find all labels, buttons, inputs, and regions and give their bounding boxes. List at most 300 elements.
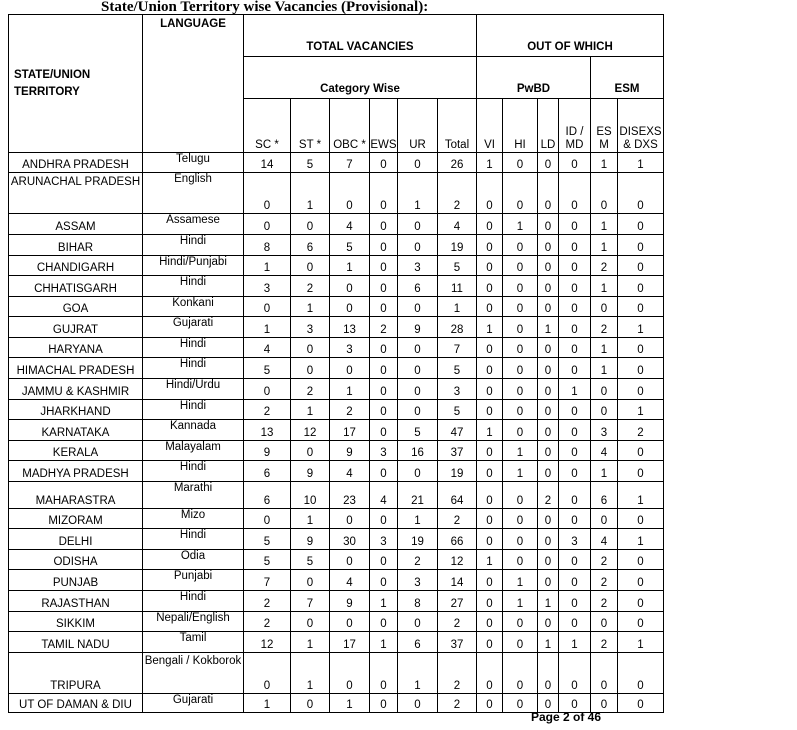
vacancy-count: 0 xyxy=(618,570,664,591)
vacancy-count: 1 xyxy=(591,153,618,173)
vacancy-count: 0 xyxy=(398,235,438,256)
vacancy-count: 0 xyxy=(503,338,538,358)
vacancy-count: 0 xyxy=(618,358,664,379)
vacancy-count: 0 xyxy=(503,653,538,694)
vacancy-count: 1 xyxy=(591,276,618,297)
vacancy-count: 1 xyxy=(398,509,438,529)
vacancy-count: 0 xyxy=(538,441,559,461)
vacancy-count: 1 xyxy=(291,653,330,694)
vacancy-count: 19 xyxy=(438,235,477,256)
language-name: Hindi/Urdu xyxy=(143,379,244,400)
vacancy-count: 5 xyxy=(291,550,330,570)
vacancy-count: 0 xyxy=(477,694,503,713)
vacancy-count: 0 xyxy=(559,441,591,461)
vacancy-count: 0 xyxy=(538,214,559,235)
vacancy-count: 1 xyxy=(591,461,618,482)
vacancy-count: 0 xyxy=(477,482,503,509)
vacancy-count: 0 xyxy=(503,358,538,379)
vacancy-count: 0 xyxy=(503,550,538,570)
vacancy-count: 1 xyxy=(618,632,664,653)
vacancy-count: 1 xyxy=(291,297,330,317)
state-name: JHARKHAND xyxy=(9,400,143,420)
column-header: EWS xyxy=(370,99,398,153)
language-name: Gujarati xyxy=(143,317,244,338)
vacancy-count: 0 xyxy=(503,612,538,632)
vacancy-count: 0 xyxy=(538,509,559,529)
vacancy-count: 4 xyxy=(438,214,477,235)
vacancy-count: 0 xyxy=(503,400,538,420)
vacancy-count: 1 xyxy=(503,461,538,482)
state-name: BIHAR xyxy=(9,235,143,256)
vacancy-count: 0 xyxy=(503,297,538,317)
vacancy-count: 0 xyxy=(477,173,503,214)
category-wise-header: Category Wise xyxy=(244,57,477,99)
vacancy-count: 2 xyxy=(398,550,438,570)
vacancy-count: 4 xyxy=(244,338,291,358)
table-row xyxy=(9,441,664,461)
language-name: Marathi xyxy=(143,482,244,509)
vacancy-count: 5 xyxy=(244,358,291,379)
state-name: ODISHA xyxy=(9,550,143,570)
table-row xyxy=(9,256,664,276)
vacancy-count: 6 xyxy=(291,235,330,256)
vacancy-count: 0 xyxy=(370,214,398,235)
vacancy-count: 4 xyxy=(591,529,618,550)
table-row xyxy=(9,529,664,550)
table-row xyxy=(9,461,664,482)
vacancy-count: 14 xyxy=(244,153,291,173)
vacancy-count: 2 xyxy=(244,591,291,612)
vacancy-count: 1 xyxy=(503,214,538,235)
vacancy-count: 0 xyxy=(538,297,559,317)
vacancy-count: 8 xyxy=(398,591,438,612)
vacancy-count: 0 xyxy=(370,653,398,694)
vacancy-count: 0 xyxy=(330,297,370,317)
vacancy-count: 0 xyxy=(591,173,618,214)
vacancy-count: 0 xyxy=(538,358,559,379)
vacancy-count: 7 xyxy=(291,591,330,612)
vacancy-count: 0 xyxy=(559,482,591,509)
vacancy-count: 1 xyxy=(618,400,664,420)
vacancy-count: 0 xyxy=(538,550,559,570)
vacancy-count: 0 xyxy=(398,400,438,420)
vacancy-count: 1 xyxy=(244,317,291,338)
vacancy-count: 5 xyxy=(438,256,477,276)
vacancy-count: 0 xyxy=(477,358,503,379)
vacancy-count: 14 xyxy=(438,570,477,591)
vacancy-count: 0 xyxy=(503,509,538,529)
vacancy-count: 1 xyxy=(618,153,664,173)
vacancies-table xyxy=(8,14,664,713)
table-row xyxy=(9,591,664,612)
language-name: Nepali/English xyxy=(143,612,244,632)
vacancy-count: 0 xyxy=(398,153,438,173)
language-name: Punjabi xyxy=(143,570,244,591)
table-row xyxy=(9,509,664,529)
vacancy-count: 0 xyxy=(559,550,591,570)
vacancy-count: 4 xyxy=(330,570,370,591)
vacancy-count: 0 xyxy=(503,317,538,338)
vacancy-count: 3 xyxy=(398,570,438,591)
vacancy-count: 0 xyxy=(618,276,664,297)
vacancy-count: 1 xyxy=(398,173,438,214)
out-of-which-header: OUT OF WHICH xyxy=(477,15,664,57)
vacancy-count: 28 xyxy=(438,317,477,338)
vacancy-count: 0 xyxy=(291,694,330,713)
state-name: TAMIL NADU xyxy=(9,632,143,653)
vacancy-count: 0 xyxy=(618,379,664,400)
state-header: STATE/UNION TERRITORY xyxy=(9,15,143,153)
vacancy-count: 0 xyxy=(538,694,559,713)
vacancy-count: 6 xyxy=(244,461,291,482)
vacancy-count: 0 xyxy=(370,276,398,297)
vacancy-count: 0 xyxy=(477,591,503,612)
vacancy-count: 0 xyxy=(330,173,370,214)
vacancy-count: 0 xyxy=(398,358,438,379)
state-name: CHANDIGARH xyxy=(9,256,143,276)
vacancy-count: 5 xyxy=(330,235,370,256)
pwbd-header: PwBD xyxy=(477,57,591,99)
total-vacancies-header: TOTAL VACANCIES xyxy=(244,15,477,57)
vacancy-count: 0 xyxy=(538,570,559,591)
vacancy-count: 2 xyxy=(244,400,291,420)
state-name: KARNATAKA xyxy=(9,420,143,441)
vacancy-count: 9 xyxy=(291,529,330,550)
vacancy-count: 1 xyxy=(477,153,503,173)
vacancy-count: 0 xyxy=(559,358,591,379)
vacancy-count: 16 xyxy=(398,441,438,461)
table-row xyxy=(9,338,664,358)
vacancy-count: 0 xyxy=(477,400,503,420)
vacancy-count: 1 xyxy=(591,358,618,379)
vacancy-count: 0 xyxy=(503,420,538,441)
vacancy-count: 23 xyxy=(330,482,370,509)
vacancy-count: 6 xyxy=(398,632,438,653)
vacancy-count: 0 xyxy=(477,632,503,653)
vacancy-count: 0 xyxy=(370,509,398,529)
vacancy-count: 1 xyxy=(244,256,291,276)
vacancy-count: 0 xyxy=(291,358,330,379)
vacancy-count: 0 xyxy=(477,379,503,400)
vacancy-count: 0 xyxy=(618,173,664,214)
vacancy-count: 0 xyxy=(618,235,664,256)
vacancy-count: 0 xyxy=(559,153,591,173)
vacancy-count: 1 xyxy=(330,379,370,400)
state-name: PUNJAB xyxy=(9,570,143,591)
table-row xyxy=(9,420,664,441)
vacancy-count: 0 xyxy=(559,317,591,338)
vacancy-count: 6 xyxy=(591,482,618,509)
language-name: Hindi xyxy=(143,358,244,379)
vacancy-count: 2 xyxy=(618,420,664,441)
vacancy-count: 1 xyxy=(477,550,503,570)
table-row xyxy=(9,632,664,653)
vacancy-count: 0 xyxy=(398,612,438,632)
vacancy-count: 3 xyxy=(370,441,398,461)
vacancy-count: 0 xyxy=(559,338,591,358)
vacancy-count: 0 xyxy=(398,214,438,235)
vacancy-count: 1 xyxy=(438,297,477,317)
vacancy-count: 0 xyxy=(244,297,291,317)
table-row xyxy=(9,482,664,509)
vacancy-count: 0 xyxy=(618,591,664,612)
language-name: Bengali / Kokborok xyxy=(143,653,244,694)
vacancy-count: 0 xyxy=(618,441,664,461)
vacancy-count: 0 xyxy=(618,461,664,482)
vacancy-count: 3 xyxy=(244,276,291,297)
vacancy-count: 2 xyxy=(591,550,618,570)
vacancy-count: 0 xyxy=(559,297,591,317)
vacancy-count: 0 xyxy=(370,338,398,358)
column-header: OBC * xyxy=(330,99,370,153)
column-header: DISEXS & DXS xyxy=(618,99,664,153)
vacancy-count: 0 xyxy=(591,612,618,632)
vacancy-count: 3 xyxy=(370,529,398,550)
vacancy-count: 0 xyxy=(370,235,398,256)
vacancy-count: 0 xyxy=(370,612,398,632)
vacancy-count: 0 xyxy=(244,653,291,694)
vacancy-count: 37 xyxy=(438,632,477,653)
vacancy-count: 12 xyxy=(438,550,477,570)
vacancy-count: 5 xyxy=(438,400,477,420)
state-name: SIKKIM xyxy=(9,612,143,632)
vacancy-count: 2 xyxy=(591,632,618,653)
vacancy-count: 0 xyxy=(330,358,370,379)
vacancy-count: 0 xyxy=(559,420,591,441)
vacancy-count: 2 xyxy=(370,317,398,338)
vacancy-count: 10 xyxy=(291,482,330,509)
vacancy-count: 0 xyxy=(538,653,559,694)
column-header: SC * xyxy=(244,99,291,153)
vacancy-count: 0 xyxy=(244,214,291,235)
vacancy-count: 0 xyxy=(503,256,538,276)
vacancy-count: 0 xyxy=(538,338,559,358)
vacancy-count: 1 xyxy=(618,317,664,338)
vacancy-count: 3 xyxy=(291,317,330,338)
vacancy-count: 0 xyxy=(591,400,618,420)
language-name: Mizo xyxy=(143,509,244,529)
vacancy-count: 0 xyxy=(618,653,664,694)
vacancy-count: 0 xyxy=(477,653,503,694)
language-name: Hindi xyxy=(143,276,244,297)
column-header: LD xyxy=(538,99,559,153)
table-row xyxy=(9,400,664,420)
vacancy-count: 2 xyxy=(591,256,618,276)
vacancy-count: 1 xyxy=(291,509,330,529)
language-name: Tamil xyxy=(143,632,244,653)
vacancy-count: 30 xyxy=(330,529,370,550)
vacancy-count: 0 xyxy=(370,297,398,317)
language-header: LANGUAGE xyxy=(143,15,244,153)
state-name: KERALA xyxy=(9,441,143,461)
vacancy-count: 0 xyxy=(559,173,591,214)
vacancy-count: 0 xyxy=(477,529,503,550)
vacancy-count: 4 xyxy=(330,461,370,482)
vacancy-count: 0 xyxy=(398,379,438,400)
vacancy-count: 1 xyxy=(330,256,370,276)
vacancy-count: 0 xyxy=(291,441,330,461)
vacancy-count: 0 xyxy=(538,612,559,632)
vacancy-count: 4 xyxy=(370,482,398,509)
vacancy-count: 9 xyxy=(244,441,291,461)
state-name: JAMMU & KASHMIR xyxy=(9,379,143,400)
vacancy-count: 0 xyxy=(477,461,503,482)
vacancy-count: 1 xyxy=(538,591,559,612)
vacancy-count: 0 xyxy=(370,420,398,441)
vacancy-count: 0 xyxy=(538,153,559,173)
vacancy-count: 2 xyxy=(591,591,618,612)
vacancy-count: 0 xyxy=(538,276,559,297)
table-row xyxy=(9,550,664,570)
vacancy-count: 9 xyxy=(398,317,438,338)
vacancy-count: 0 xyxy=(291,570,330,591)
table-row xyxy=(9,379,664,400)
vacancy-count: 13 xyxy=(244,420,291,441)
vacancy-count: 1 xyxy=(477,420,503,441)
vacancy-count: 1 xyxy=(618,482,664,509)
vacancy-count: 47 xyxy=(438,420,477,441)
vacancy-count: 0 xyxy=(370,694,398,713)
vacancy-count: 0 xyxy=(559,509,591,529)
table-row xyxy=(9,358,664,379)
vacancy-count: 2 xyxy=(244,612,291,632)
vacancy-count: 1 xyxy=(538,632,559,653)
language-name: Hindi xyxy=(143,461,244,482)
state-name: ASSAM xyxy=(9,214,143,235)
vacancy-count: 1 xyxy=(503,591,538,612)
vacancy-count: 3 xyxy=(398,256,438,276)
vacancy-count: 7 xyxy=(438,338,477,358)
vacancy-count: 0 xyxy=(538,461,559,482)
vacancy-count: 13 xyxy=(330,317,370,338)
language-name: Malayalam xyxy=(143,441,244,461)
state-name: MADHYA PRADESH xyxy=(9,461,143,482)
vacancy-count: 26 xyxy=(438,153,477,173)
vacancy-count: 0 xyxy=(291,338,330,358)
vacancy-count: 7 xyxy=(330,153,370,173)
vacancy-count: 3 xyxy=(330,338,370,358)
vacancy-count: 21 xyxy=(398,482,438,509)
vacancy-count: 0 xyxy=(503,153,538,173)
vacancy-count: 2 xyxy=(438,653,477,694)
vacancy-count: 17 xyxy=(330,632,370,653)
table-row xyxy=(9,653,664,694)
vacancy-count: 0 xyxy=(370,550,398,570)
table-row xyxy=(9,173,664,214)
vacancy-count: 0 xyxy=(559,256,591,276)
vacancy-count: 0 xyxy=(477,235,503,256)
vacancy-count: 0 xyxy=(477,297,503,317)
vacancy-count: 0 xyxy=(591,379,618,400)
vacancy-count: 17 xyxy=(330,420,370,441)
vacancy-count: 0 xyxy=(330,612,370,632)
vacancy-count: 9 xyxy=(330,591,370,612)
vacancy-count: 1 xyxy=(591,338,618,358)
table-row xyxy=(9,317,664,338)
vacancy-count: 0 xyxy=(477,214,503,235)
vacancy-count: 0 xyxy=(330,653,370,694)
state-name: CHHATISGARH xyxy=(9,276,143,297)
vacancy-count: 0 xyxy=(559,653,591,694)
column-header: ES M xyxy=(591,99,618,153)
vacancy-count: 1 xyxy=(398,653,438,694)
page-title: State/Union Territory wise Vacancies (Provisional): xyxy=(101,0,429,15)
column-header: ST * xyxy=(291,99,330,153)
vacancy-count: 0 xyxy=(370,358,398,379)
vacancy-count: 0 xyxy=(330,509,370,529)
vacancy-count: 1 xyxy=(503,441,538,461)
table-row xyxy=(9,612,664,632)
vacancy-count: 0 xyxy=(291,256,330,276)
language-name: Kannada xyxy=(143,420,244,441)
vacancy-count: 0 xyxy=(370,570,398,591)
vacancy-count: 0 xyxy=(477,276,503,297)
vacancy-count: 0 xyxy=(477,441,503,461)
vacancy-count: 0 xyxy=(370,379,398,400)
vacancy-count: 0 xyxy=(477,612,503,632)
vacancy-count: 2 xyxy=(438,612,477,632)
vacancy-count: 0 xyxy=(398,461,438,482)
vacancy-count: 3 xyxy=(591,420,618,441)
vacancy-count: 0 xyxy=(370,400,398,420)
column-header: HI xyxy=(503,99,538,153)
vacancy-count: 0 xyxy=(559,591,591,612)
language-name: English xyxy=(143,173,244,214)
vacancy-count: 0 xyxy=(618,256,664,276)
language-name: Gujarati xyxy=(143,694,244,713)
table-row xyxy=(9,276,664,297)
vacancy-count: 0 xyxy=(398,338,438,358)
vacancy-count: 0 xyxy=(330,550,370,570)
language-name: Telugu xyxy=(143,153,244,173)
vacancy-count: 2 xyxy=(438,509,477,529)
vacancy-count: 0 xyxy=(591,509,618,529)
vacancy-count: 0 xyxy=(538,173,559,214)
vacancy-count: 0 xyxy=(291,214,330,235)
vacancy-count: 6 xyxy=(398,276,438,297)
vacancy-count: 11 xyxy=(438,276,477,297)
language-name: Hindi/Punjabi xyxy=(143,256,244,276)
column-header: Total xyxy=(438,99,477,153)
state-name: MIZORAM xyxy=(9,509,143,529)
vacancy-count: 8 xyxy=(244,235,291,256)
state-name: GOA xyxy=(9,297,143,317)
vacancy-count: 0 xyxy=(618,694,664,713)
vacancy-count: 0 xyxy=(538,420,559,441)
state-name: DELHI xyxy=(9,529,143,550)
vacancy-count: 0 xyxy=(538,256,559,276)
vacancy-count: 5 xyxy=(291,153,330,173)
vacancy-count: 0 xyxy=(244,379,291,400)
state-name: HIMACHAL PRADESH xyxy=(9,358,143,379)
vacancy-count: 0 xyxy=(370,153,398,173)
vacancy-count: 2 xyxy=(291,276,330,297)
vacancy-count: 1 xyxy=(618,529,664,550)
vacancy-count: 4 xyxy=(591,441,618,461)
vacancy-count: 1 xyxy=(477,317,503,338)
vacancy-count: 0 xyxy=(330,276,370,297)
vacancy-count: 5 xyxy=(438,358,477,379)
table-row xyxy=(9,153,664,173)
vacancy-count: 2 xyxy=(438,173,477,214)
vacancy-count: 2 xyxy=(591,317,618,338)
language-name: Odia xyxy=(143,550,244,570)
vacancy-count: 0 xyxy=(559,694,591,713)
vacancy-count: 0 xyxy=(503,632,538,653)
vacancy-count: 0 xyxy=(503,173,538,214)
state-name: TRIPURA xyxy=(9,653,143,694)
vacancy-count: 0 xyxy=(477,338,503,358)
